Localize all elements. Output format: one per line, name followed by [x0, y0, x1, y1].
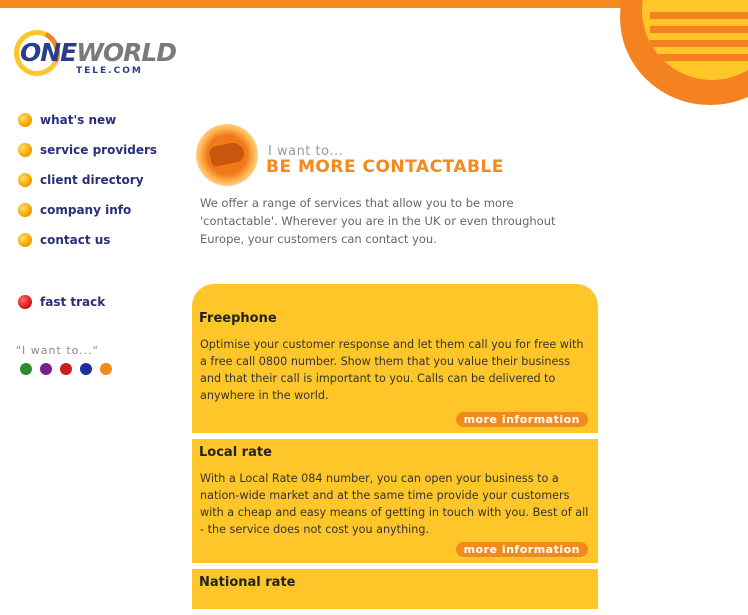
- red-bullet-icon: [18, 295, 32, 309]
- nav-item-contact-us[interactable]: [18, 225, 157, 255]
- red-dot-link[interactable]: [60, 363, 72, 375]
- nav-label: company info: [40, 203, 132, 217]
- orange-bullet-icon: [18, 233, 32, 247]
- nav-label: what's new: [40, 113, 117, 127]
- orange-bullet-icon: [18, 173, 32, 187]
- nav-item-client-directory[interactable]: [18, 165, 157, 195]
- nav-item-fast-track[interactable]: [18, 287, 105, 317]
- nav-label: contact us: [40, 233, 111, 247]
- nav-label: fast track: [40, 295, 106, 309]
- service-card-freephone: [192, 284, 598, 433]
- intro-text: We offer a range of services that allow you to be more 'contactable'. Wherever you are in the UK or even throughout Europe, your customers can contact you.: [200, 196, 556, 246]
- main-nav: [18, 105, 157, 255]
- service-cards: [192, 284, 598, 615]
- nav-item-service-providers[interactable]: [18, 135, 157, 165]
- logo-one-text: ONE: [20, 38, 77, 67]
- nav-item-company-info[interactable]: [18, 195, 157, 225]
- more-information-button[interactable]: more information: [456, 542, 588, 557]
- i-want-to-dots: [20, 363, 112, 375]
- card-body: With a Local Rate 084 number, you can open your business to a nation-wide market and at the same time provide your customers with a cheap and easy means of getting in touch with you. Best of all - the service does not cost you anything.: [200, 472, 589, 536]
- hero-pretitle: I want to...: [268, 144, 344, 159]
- nav-label: service providers: [40, 143, 158, 157]
- card-title: National rate: [199, 575, 296, 590]
- orange-bullet-icon: [18, 203, 32, 217]
- green-dot-link[interactable]: [20, 363, 32, 375]
- card-title: Local rate: [199, 445, 272, 460]
- card-title: Freephone: [199, 311, 277, 326]
- purple-dot-link[interactable]: [40, 363, 52, 375]
- hand-icon: [196, 124, 258, 186]
- blue-dot-link[interactable]: [80, 363, 92, 375]
- service-card-local-rate: [192, 439, 598, 563]
- oneworld-logo[interactable]: [14, 28, 177, 80]
- orange-bullet-icon: [18, 143, 32, 157]
- page-title: BE MORE CONTACTABLE: [266, 157, 504, 177]
- nav-item-whats-new[interactable]: [18, 105, 157, 135]
- logo-world-text: WORLD: [76, 38, 177, 67]
- service-card-national-rate: [192, 569, 598, 609]
- logo-subtitle: TELE.COM: [76, 66, 143, 76]
- card-body: Optimise your customer response and let them call you for free with a free call 0800 number. Show them that you value their business and that their call is important to you. Calls can be delivered to anywhere in the world.: [200, 338, 584, 402]
- more-information-button[interactable]: more information: [456, 412, 588, 427]
- orange-dot-link[interactable]: [100, 363, 112, 375]
- i-want-to-label: "I want to...": [16, 344, 99, 357]
- sun-graphic: [620, 0, 748, 105]
- orange-bullet-icon: [18, 113, 32, 127]
- nav-label: client directory: [40, 173, 144, 187]
